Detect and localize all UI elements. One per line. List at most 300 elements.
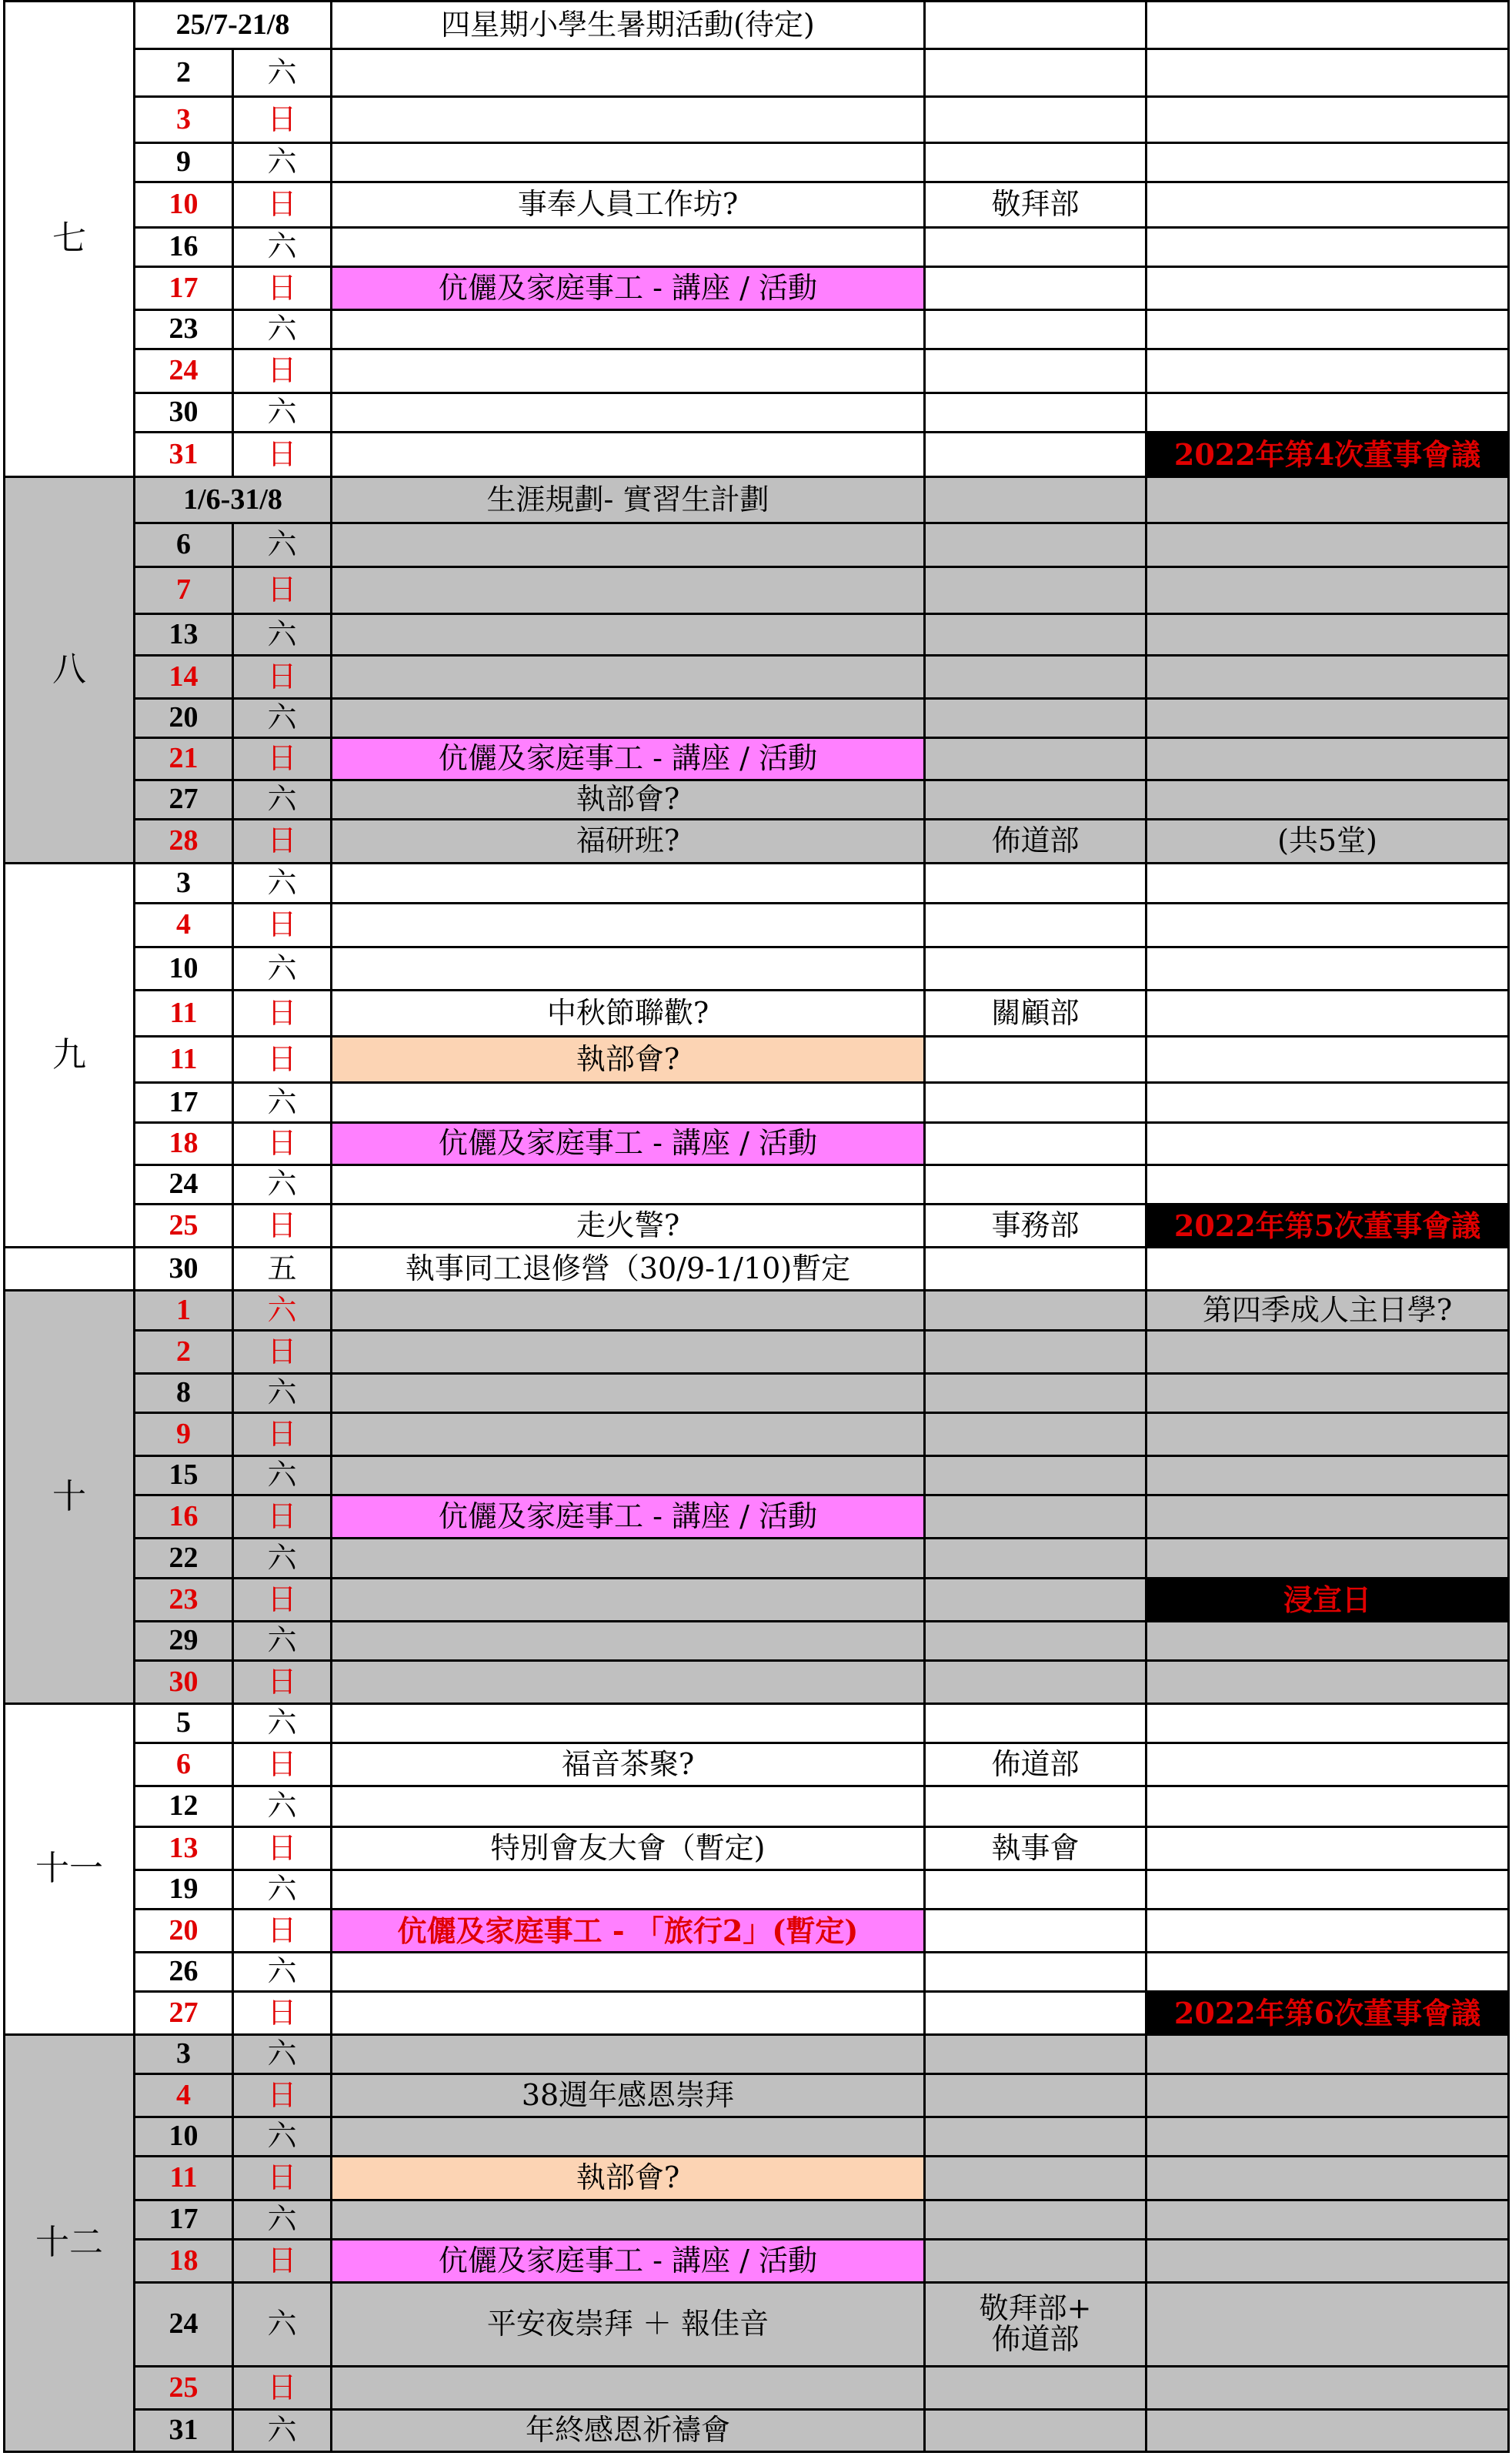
dept-cell [925, 2200, 1147, 2240]
dept-line: 敬拜部+ [979, 2291, 1092, 2326]
note-cell [1147, 2240, 1509, 2283]
day-cell: 8 [135, 1374, 233, 1413]
note-cell [1147, 393, 1509, 433]
dept-cell [925, 1579, 1147, 1622]
day-cell: 27 [135, 1992, 233, 2035]
note-cell [1147, 1413, 1509, 1456]
day-cell: 22 [135, 1539, 233, 1579]
weekday-cell: 日 [233, 349, 332, 393]
event-cell [332, 1704, 925, 1743]
dept-cell [925, 2074, 1147, 2117]
event-cell [332, 904, 925, 947]
table-row [5, 2157, 1509, 2200]
note-cell [1147, 97, 1509, 143]
weekday-cell: 五 [233, 1248, 332, 1291]
weekday-cell: 六 [233, 699, 332, 738]
day-cell: 9 [135, 143, 233, 182]
event-cell: 伉儷及家庭事工 - 講座 / 活動 [332, 1123, 925, 1165]
weekday-cell: 日 [233, 738, 332, 780]
note-cell [1147, 1661, 1509, 1704]
note-cell [1147, 1331, 1509, 1374]
dept-cell [925, 2240, 1147, 2283]
month-cell-empty [5, 1248, 135, 1291]
event-cell [332, 1539, 925, 1579]
day-cell: 6 [135, 523, 233, 567]
day-cell: 14 [135, 656, 233, 699]
event-cell: 執部會? [332, 780, 925, 820]
event-cell [332, 1622, 925, 1661]
event-cell [332, 699, 925, 738]
note-cell [1147, 699, 1509, 738]
note-cell [1147, 2, 1509, 49]
day-cell: 7 [135, 567, 233, 614]
weekday-cell: 六 [233, 2283, 332, 2367]
table-row [5, 780, 1509, 820]
table-row [5, 2410, 1509, 2452]
table-row [5, 2240, 1509, 2283]
table-row [5, 947, 1509, 991]
table-row [5, 433, 1509, 477]
dept-cell [925, 1870, 1147, 1910]
note-cell [1147, 904, 1509, 947]
board-meeting-note: 2022年第6次董事會議 [1147, 1992, 1509, 2035]
weekday-cell: 日 [233, 991, 332, 1037]
dept-cell: 事務部 [925, 1205, 1147, 1248]
day-cell: 21 [135, 738, 233, 780]
weekday-cell: 六 [233, 1083, 332, 1123]
dept-cell [925, 1165, 1147, 1205]
table-row [5, 1123, 1509, 1165]
note-cell [1147, 567, 1509, 614]
dept-cell [925, 864, 1147, 904]
weekday-cell: 六 [233, 1165, 332, 1205]
table-row [5, 1291, 1509, 1331]
table-row [5, 477, 1509, 523]
event-cell [332, 143, 925, 182]
event-cell: 福音茶聚? [332, 1743, 925, 1786]
note-cell [1147, 2074, 1509, 2117]
note-cell [1147, 477, 1509, 523]
dept-cell [925, 1413, 1147, 1456]
day-cell: 11 [135, 991, 233, 1037]
table-row [5, 393, 1509, 433]
table-row [5, 2117, 1509, 2157]
table-row [5, 1992, 1509, 2035]
day-cell: 13 [135, 1827, 233, 1870]
weekday-cell: 六 [233, 614, 332, 656]
event-cell [332, 656, 925, 699]
dept-cell [925, 49, 1147, 97]
table-row [5, 1248, 1509, 1291]
dept-cell [925, 1786, 1147, 1827]
note-cell [1147, 2035, 1509, 2074]
event-cell [332, 1786, 925, 1827]
table-row [5, 2200, 1509, 2240]
note-cell [1147, 864, 1509, 904]
event-cell [332, 1374, 925, 1413]
event-cell [332, 864, 925, 904]
table-row [5, 2283, 1509, 2367]
date-range: 1/6-31/8 [135, 477, 332, 523]
note-cell [1147, 1165, 1509, 1205]
table-row [5, 738, 1509, 780]
event-cell [332, 97, 925, 143]
dept-line: 佈道部 [991, 2322, 1080, 2356]
table-row [5, 2367, 1509, 2410]
table-row [5, 2, 1509, 49]
event-cell [332, 1456, 925, 1495]
event-cell: 伉儷及家庭事工 - 講座 / 活動 [332, 1495, 925, 1539]
note-cell [1147, 1743, 1509, 1786]
table-row [5, 614, 1509, 656]
weekday-cell: 六 [233, 1704, 332, 1743]
event-cell [332, 49, 925, 97]
event-cell: 伉儷及家庭事工 - 「旅行2」(暫定) [332, 1910, 925, 1953]
table-row [5, 1495, 1509, 1539]
weekday-cell: 六 [233, 523, 332, 567]
note-cell [1147, 614, 1509, 656]
dept-cell [925, 1248, 1147, 1291]
event-cell: 38週年感恩崇拜 [332, 2074, 925, 2117]
weekday-cell: 六 [233, 228, 332, 267]
table-row [5, 1456, 1509, 1495]
dept-cell: 關顧部 [925, 991, 1147, 1037]
dept-cell: 佈道部 [925, 820, 1147, 864]
note-cell [1147, 738, 1509, 780]
month-label-sep: 九 [5, 864, 135, 1248]
weekday-cell: 日 [233, 904, 332, 947]
weekday-cell: 日 [233, 567, 332, 614]
table-row [5, 1413, 1509, 1456]
dept-cell [925, 1992, 1147, 2035]
weekday-cell: 日 [233, 1827, 332, 1870]
event-cell: 伉儷及家庭事工 - 講座 / 活動 [332, 2240, 925, 2283]
weekday-cell: 日 [233, 433, 332, 477]
weekday-cell: 六 [233, 1786, 332, 1827]
dept-cell [925, 349, 1147, 393]
note-cell [1147, 1870, 1509, 1910]
dept-cell [925, 97, 1147, 143]
day-cell: 5 [135, 1704, 233, 1743]
dept-cell [925, 2117, 1147, 2157]
weekday-cell: 日 [233, 2074, 332, 2117]
note-cell [1147, 523, 1509, 567]
dept-cell [925, 1331, 1147, 1374]
weekday-cell: 六 [233, 49, 332, 97]
table-row [5, 1083, 1509, 1123]
weekday-cell: 六 [233, 2117, 332, 2157]
day-cell: 17 [135, 267, 233, 310]
month-label-jul: 七 [5, 2, 135, 477]
weekday-cell: 日 [233, 1992, 332, 2035]
weekday-cell: 日 [233, 820, 332, 864]
dept-cell [925, 393, 1147, 433]
event-cell [332, 947, 925, 991]
day-cell: 16 [135, 1495, 233, 1539]
note-cell [1147, 947, 1509, 991]
table-row [5, 228, 1509, 267]
day-cell: 15 [135, 1456, 233, 1495]
weekday-cell: 日 [233, 182, 332, 228]
dept-cell [925, 1495, 1147, 1539]
dept-cell [925, 267, 1147, 310]
dept-cell [925, 1661, 1147, 1704]
weekday-cell: 日 [233, 2157, 332, 2200]
table-row [5, 1374, 1509, 1413]
weekday-cell: 日 [233, 2367, 332, 2410]
note-cell [1147, 49, 1509, 97]
day-cell: 18 [135, 1123, 233, 1165]
weekday-cell: 六 [233, 864, 332, 904]
board-meeting-note: 2022年第4次董事會議 [1147, 433, 1509, 477]
dept-cell [925, 1622, 1147, 1661]
note-cell [1147, 228, 1509, 267]
table-row [5, 1205, 1509, 1248]
note-cell [1147, 1827, 1509, 1870]
event-cell [332, 1579, 925, 1622]
table-row [5, 2035, 1509, 2074]
event-cell: 走火警? [332, 1205, 925, 1248]
weekday-cell: 六 [233, 780, 332, 820]
note-cell [1147, 1083, 1509, 1123]
weekday-cell: 六 [233, 393, 332, 433]
dept-cell [925, 2, 1147, 49]
dept-cell [925, 1953, 1147, 1992]
weekday-cell: 六 [233, 1456, 332, 1495]
dept-cell [925, 1291, 1147, 1331]
day-cell: 2 [135, 49, 233, 97]
weekday-cell: 日 [233, 1743, 332, 1786]
event-cell: 中秋節聯歡? [332, 991, 925, 1037]
table-row [5, 182, 1509, 228]
day-cell: 23 [135, 310, 233, 349]
event-cell: 特別會友大會（暫定) [332, 1827, 925, 1870]
weekday-cell: 日 [233, 1331, 332, 1374]
weekday-cell: 日 [233, 1579, 332, 1622]
table-row [5, 656, 1509, 699]
month-label-nov: 十一 [5, 1704, 135, 2035]
note-cell [1147, 1704, 1509, 1743]
table-row [5, 1870, 1509, 1910]
table-row [5, 267, 1509, 310]
event-cell [332, 1661, 925, 1704]
event-cell: 伉儷及家庭事工 - 講座 / 活動 [332, 738, 925, 780]
day-cell: 30 [135, 1248, 233, 1291]
dept-cell [925, 228, 1147, 267]
weekday-cell: 日 [233, 656, 332, 699]
weekday-cell: 六 [233, 2410, 332, 2452]
day-cell: 20 [135, 1910, 233, 1953]
event-cell: 生涯規劃- 實習生計劃 [332, 477, 925, 523]
dept-cell [925, 2157, 1147, 2200]
day-cell: 25 [135, 1205, 233, 1248]
weekday-cell: 六 [233, 2035, 332, 2074]
day-cell: 20 [135, 699, 233, 738]
note-cell [1147, 991, 1509, 1037]
day-cell: 4 [135, 904, 233, 947]
church-calendar-table [3, 0, 1510, 2453]
dept-cell [925, 656, 1147, 699]
note-cell [1147, 1037, 1509, 1083]
month-label-oct: 十 [5, 1291, 135, 1704]
note-cell [1147, 1539, 1509, 1579]
note-cell [1147, 1456, 1509, 1495]
day-cell: 2 [135, 1331, 233, 1374]
weekday-cell: 六 [233, 1291, 332, 1331]
event-cell [332, 2200, 925, 2240]
dept-cell: 佈道部 [925, 1743, 1147, 1786]
event-cell: 執部會? [332, 1037, 925, 1083]
event-cell [332, 1331, 925, 1374]
day-cell: 12 [135, 1786, 233, 1827]
note-cell [1147, 143, 1509, 182]
weekday-cell: 日 [233, 2240, 332, 2283]
note-cell [1147, 1374, 1509, 1413]
event-cell: 年終感恩祈禱會 [332, 2410, 925, 2452]
dept-cell [925, 1539, 1147, 1579]
note-cell [1147, 1495, 1509, 1539]
dept-cell [925, 1037, 1147, 1083]
table-row [5, 310, 1509, 349]
weekday-cell: 日 [233, 1661, 332, 1704]
table-row [5, 1910, 1509, 1953]
note-cell [1147, 2410, 1509, 2452]
event-cell: 執事同工退修營（30/9-1/10)暫定 [332, 1248, 925, 1291]
event-cell [332, 2035, 925, 2074]
event-cell [332, 1413, 925, 1456]
day-cell: 28 [135, 820, 233, 864]
event-cell: 四星期小學生暑期活動(待定) [332, 2, 925, 49]
date-range: 25/7-21/8 [135, 2, 332, 49]
event-cell [332, 2367, 925, 2410]
day-cell: 3 [135, 97, 233, 143]
day-cell: 16 [135, 228, 233, 267]
event-cell: 福研班? [332, 820, 925, 864]
table-row [5, 523, 1509, 567]
dept-cell [925, 310, 1147, 349]
table-row [5, 1743, 1509, 1786]
note-cell [1147, 780, 1509, 820]
event-cell [332, 1870, 925, 1910]
day-cell: 29 [135, 1622, 233, 1661]
note-cell [1147, 1910, 1509, 1953]
weekday-cell: 六 [233, 1539, 332, 1579]
day-cell: 10 [135, 947, 233, 991]
table-row [5, 1331, 1509, 1374]
weekday-cell: 六 [233, 310, 332, 349]
note-cell [1147, 1622, 1509, 1661]
event-cell [332, 523, 925, 567]
dept-cell [925, 2367, 1147, 2410]
dept-cell: 敬拜部 [925, 182, 1147, 228]
dept-cell [925, 699, 1147, 738]
note-cell [1147, 310, 1509, 349]
table-row [5, 1786, 1509, 1827]
dept-cell: 執事會 [925, 1827, 1147, 1870]
dept-cell [925, 567, 1147, 614]
dept-cell [925, 947, 1147, 991]
weekday-cell: 六 [233, 947, 332, 991]
dept-cell [925, 1083, 1147, 1123]
weekday-cell: 日 [233, 1205, 332, 1248]
note-cell [1147, 2200, 1509, 2240]
day-cell: 24 [135, 349, 233, 393]
table-row [5, 864, 1509, 904]
note-cell [1147, 1248, 1509, 1291]
note-cell [1147, 2283, 1509, 2367]
table-row [5, 904, 1509, 947]
note-cell [1147, 182, 1509, 228]
day-cell: 3 [135, 2035, 233, 2074]
dept-cell [925, 433, 1147, 477]
table-row [5, 349, 1509, 393]
dept-cell [925, 2410, 1147, 2452]
event-cell [332, 1165, 925, 1205]
note-cell [1147, 2367, 1509, 2410]
table-row [5, 1661, 1509, 1704]
table-row [5, 2074, 1509, 2117]
table-row [5, 699, 1509, 738]
month-label-dec: 十二 [5, 2035, 135, 2452]
note-cell [1147, 2117, 1509, 2157]
day-cell: 24 [135, 1165, 233, 1205]
table-row [5, 1539, 1509, 1579]
day-cell: 30 [135, 393, 233, 433]
table-row [5, 1579, 1509, 1622]
weekday-cell: 六 [233, 2200, 332, 2240]
note-cell [1147, 267, 1509, 310]
table-row [5, 97, 1509, 143]
note-cell [1147, 1123, 1509, 1165]
day-cell: 17 [135, 2200, 233, 2240]
dept-cell [925, 904, 1147, 947]
day-cell: 31 [135, 433, 233, 477]
weekday-cell: 六 [233, 1374, 332, 1413]
table-row [5, 143, 1509, 182]
board-meeting-note: 2022年第5次董事會議 [1147, 1205, 1509, 1248]
day-cell: 10 [135, 2117, 233, 2157]
day-cell: 3 [135, 864, 233, 904]
dept-cell [925, 614, 1147, 656]
event-cell [332, 393, 925, 433]
dept-cell [925, 1704, 1147, 1743]
dept-cell [925, 1374, 1147, 1413]
day-cell: 26 [135, 1953, 233, 1992]
table-row [5, 1037, 1509, 1083]
event-cell: 平安夜崇拜 ＋ 報佳音 [332, 2283, 925, 2367]
event-cell [332, 310, 925, 349]
event-cell [332, 1083, 925, 1123]
weekday-cell: 日 [233, 1123, 332, 1165]
weekday-cell: 六 [233, 1870, 332, 1910]
table-row [5, 1622, 1509, 1661]
dept-cell [925, 780, 1147, 820]
dept-cell [925, 523, 1147, 567]
note-cell [1147, 1786, 1509, 1827]
baptism-day-note: 浸宣日 [1147, 1579, 1509, 1622]
table-row [5, 567, 1509, 614]
event-cell [332, 1992, 925, 2035]
dept-cell [925, 477, 1147, 523]
note-cell [1147, 349, 1509, 393]
day-cell: 11 [135, 1037, 233, 1083]
event-cell [332, 349, 925, 393]
event-cell: 執部會? [332, 2157, 925, 2200]
table-row [5, 1827, 1509, 1870]
dept-cell [925, 2283, 1147, 2367]
table-row [5, 820, 1509, 864]
weekday-cell: 日 [233, 1495, 332, 1539]
